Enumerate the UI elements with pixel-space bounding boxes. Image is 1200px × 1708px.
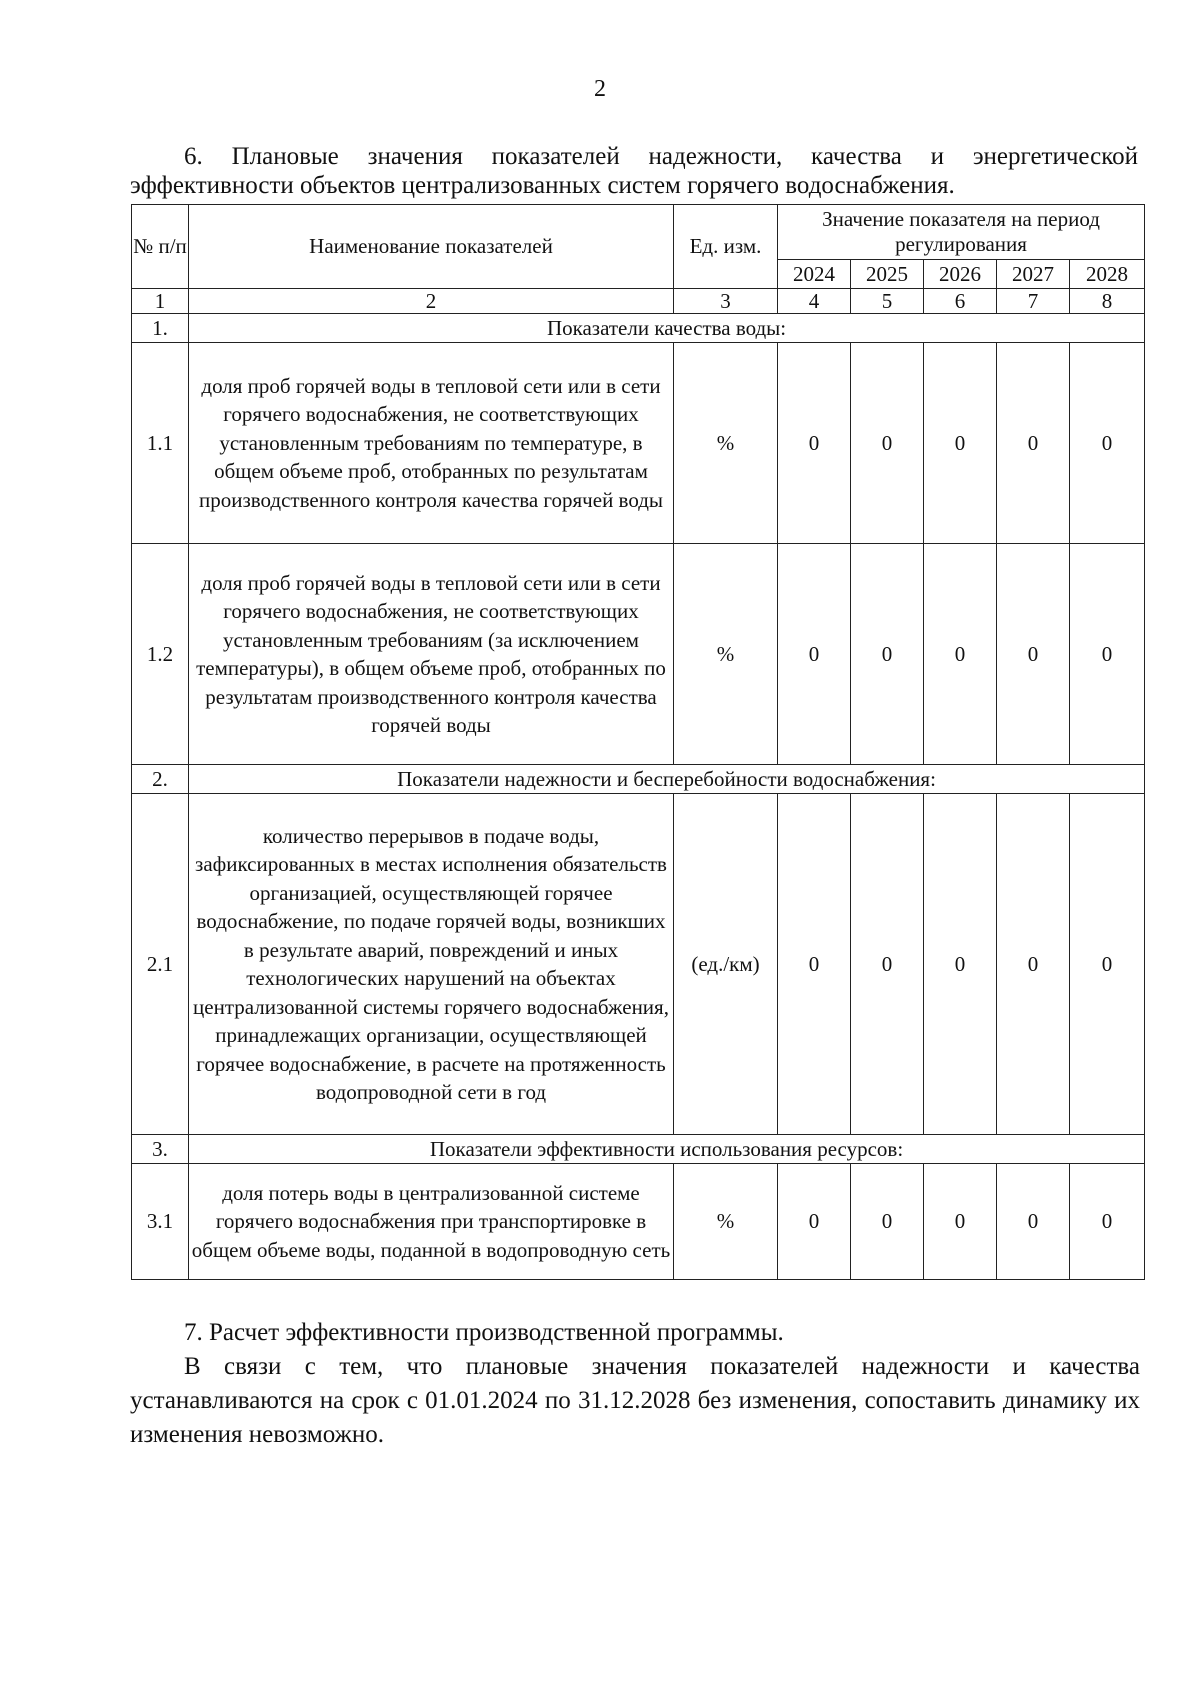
column-number: 4 <box>778 289 851 314</box>
header-name: Наименование показателей <box>189 205 674 289</box>
header-year: 2026 <box>924 260 997 289</box>
row-name: доля проб горячей воды в тепловой сети или в сети горячего водоснабжения, не соответствующих установленным требованиям по температуре, в общем объеме проб, отобранных по результатам производственного контроля качества горячей воды <box>189 343 674 544</box>
section-num: 1. <box>132 314 189 343</box>
column-number: 7 <box>997 289 1070 314</box>
section7-text: В связи с тем, что плановые значения показателей надежности и качества устанавливаются на срок с 01.01.2024 по 31.12.2028 без изменения, сопоставить динамику их изменения невозможно. <box>130 1353 1140 1448</box>
row-value: 0 <box>997 1164 1070 1280</box>
row-value: 0 <box>924 1164 997 1280</box>
row-name: доля проб горячей воды в тепловой сети или в сети горячего водоснабжения, не соответствующих установленным требованиям (за исключением температуры), в общем объеме проб, отобранных по результатам производственного контроля качества горячей воды <box>189 544 674 765</box>
column-number: 3 <box>674 289 778 314</box>
row-value: 0 <box>924 343 997 544</box>
heading-line1: 6. Плановые значения показателей надежности, качества и энергетической <box>184 143 1138 170</box>
column-number: 5 <box>851 289 924 314</box>
header-year: 2027 <box>997 260 1070 289</box>
row-value: 0 <box>1070 1164 1145 1280</box>
row-num: 2.1 <box>132 794 189 1135</box>
row-unit: % <box>674 1164 778 1280</box>
row-value: 0 <box>1070 343 1145 544</box>
row-unit: % <box>674 544 778 765</box>
row-value: 0 <box>851 794 924 1135</box>
table-row <box>132 794 1145 1135</box>
column-number: 8 <box>1070 289 1145 314</box>
table-row <box>132 544 1145 765</box>
row-value: 0 <box>778 1164 851 1280</box>
header-unit: Ед. изм. <box>674 205 778 289</box>
row-value: 0 <box>997 794 1070 1135</box>
table-row <box>132 343 1145 544</box>
row-num: 1.2 <box>132 544 189 765</box>
row-unit: % <box>674 343 778 544</box>
section7-title: 7. Расчет эффективности производственной программы. <box>184 1319 784 1346</box>
section-title: Показатели эффективности использования ресурсов: <box>189 1135 1145 1164</box>
row-value: 0 <box>778 544 851 765</box>
page-number: 2 <box>594 76 606 102</box>
header-year: 2028 <box>1070 260 1145 289</box>
row-num: 1.1 <box>132 343 189 544</box>
column-number: 2 <box>189 289 674 314</box>
section-title: Показатели качества воды: <box>189 314 1145 343</box>
column-numbers-row <box>132 289 1145 314</box>
row-value: 0 <box>924 794 997 1135</box>
row-value: 0 <box>1070 794 1145 1135</box>
row-value: 0 <box>924 544 997 765</box>
row-value: 0 <box>1070 544 1145 765</box>
row-value: 0 <box>997 343 1070 544</box>
section-row <box>132 765 1145 794</box>
section-title: Показатели надежности и бесперебойности водоснабжения: <box>189 765 1145 794</box>
table-header-row <box>132 205 1145 260</box>
column-number: 6 <box>924 289 997 314</box>
section7 <box>130 1316 1140 1452</box>
row-value: 0 <box>851 1164 924 1280</box>
indicators-table <box>131 204 1145 1280</box>
header-num: № п/п <box>132 205 189 289</box>
section-row <box>132 314 1145 343</box>
row-value: 0 <box>851 544 924 765</box>
header-year: 2025 <box>851 260 924 289</box>
heading-line2: эффективности объектов централизованных систем горячего водоснабжения. <box>130 172 955 199</box>
row-value: 0 <box>851 343 924 544</box>
section-row <box>132 1135 1145 1164</box>
section-num: 3. <box>132 1135 189 1164</box>
row-value: 0 <box>778 794 851 1135</box>
header-year: 2024 <box>778 260 851 289</box>
column-number: 1 <box>132 289 189 314</box>
row-name: доля потерь воды в централизованной системе горячего водоснабжения при транспортировке в общем объеме воды, поданной в водопроводную сеть <box>189 1164 674 1280</box>
row-num: 3.1 <box>132 1164 189 1280</box>
section6-heading <box>130 142 1138 200</box>
section-num: 2. <box>132 765 189 794</box>
row-name: количество перерывов в подаче воды, зафиксированных в местах исполнения обязательств организацией, осуществляющей горячее водоснабжение, по подаче горячей воды, возникших в результате аварий, повреждений и иных технологических нарушений на объектах централизованной системы горячего водоснабжения, принадлежащих организации, осуществляющей горячее водоснабжение, в расчете на протяженность водопроводной сети в год <box>189 794 674 1135</box>
row-value: 0 <box>778 343 851 544</box>
row-value: 0 <box>997 544 1070 765</box>
row-unit: (ед./км) <box>674 794 778 1135</box>
table-row <box>132 1164 1145 1280</box>
header-period: Значение показателя на период регулирования <box>778 205 1145 260</box>
